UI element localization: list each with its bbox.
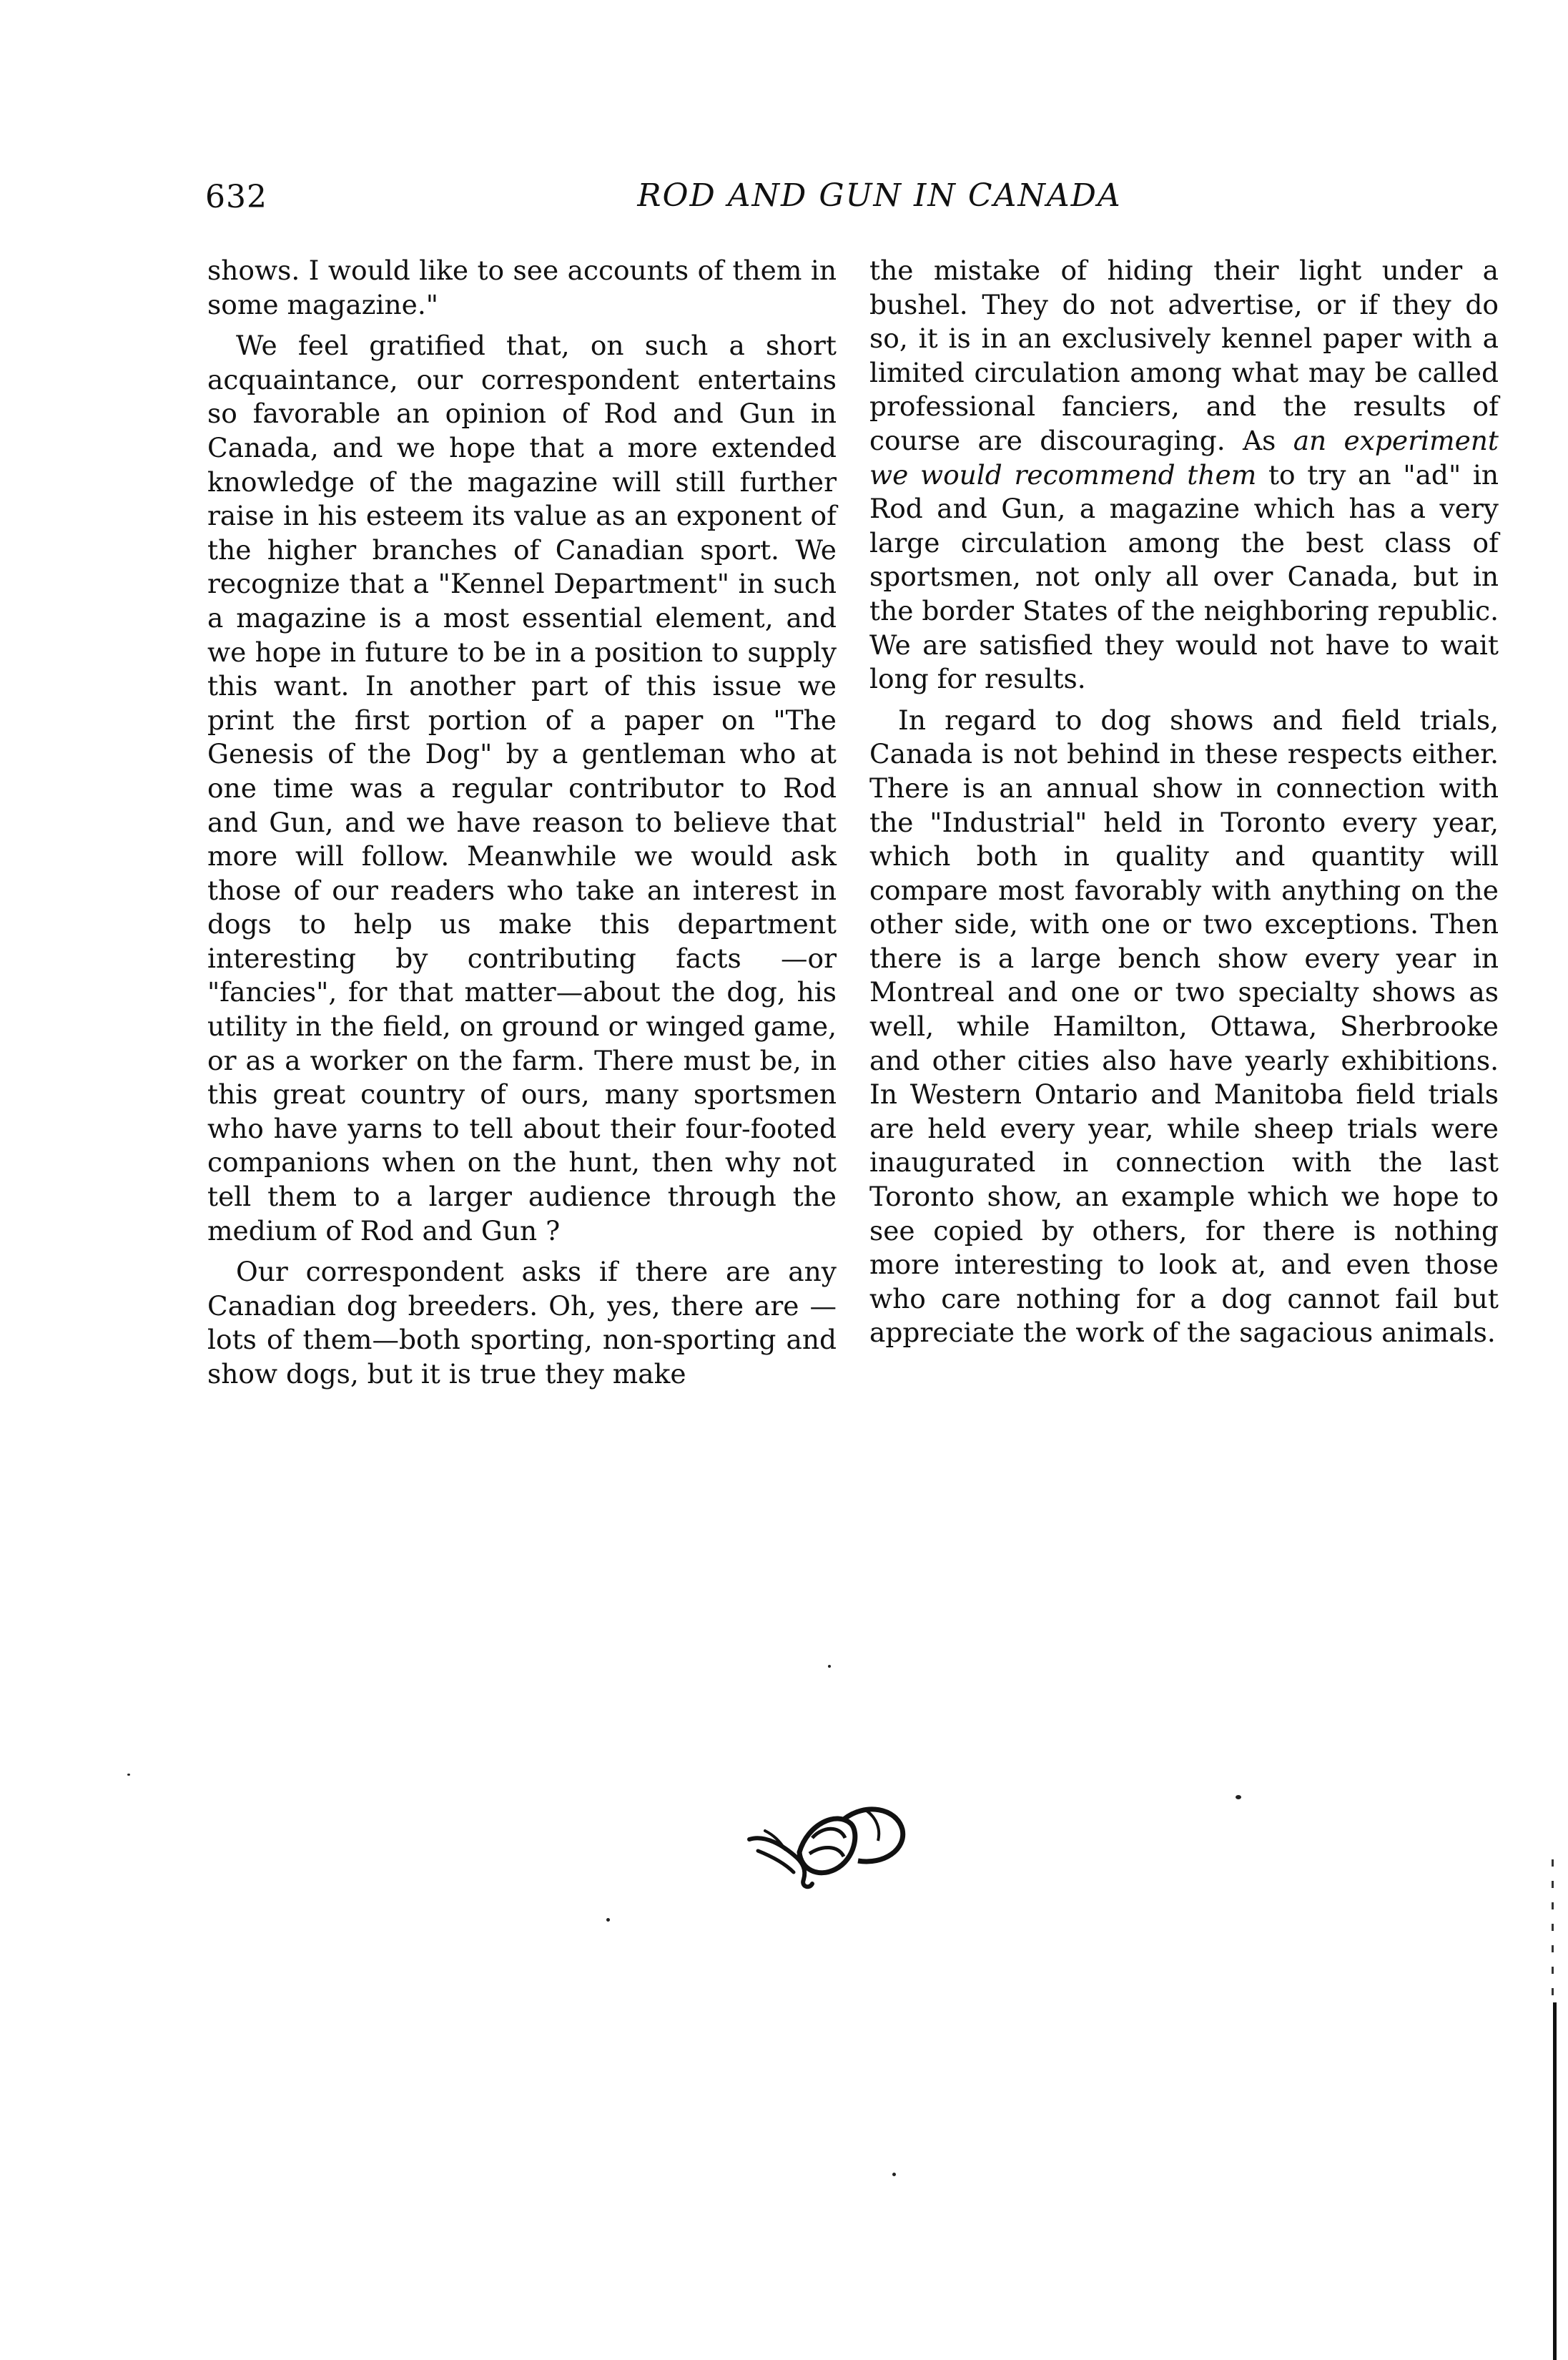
right-paragraph-2: In regard to dog shows and field trials, Canada is not behind in these respects either. There is an annual show in connection with the "Industrial" held in Toronto every year, which both in quality and quantity will compare most favorably with anything on the other side, with one or two exceptions. Then there is a large bench show every year in Montreal and one or two specialty shows as well, while Hamilton, Ottawa, Sherbrooke and other cities also have yearly exhibitions. In Western Ontario and Manitoba field trials are held every year, while sheep trials were inaugurated in connection with the last Toronto show, an example which we hope to see copied by others, for there is nothing more interesting to look at, and even those who care nothing for a dog cannot fail but appreciate the work of the sagacious animals. [869,704,1499,1349]
right-paragraph-1-start: the mistake of hiding their light under a bushel. They do not advertise, or if they do so, it is in an exclusively kennel paper with a limited circulation among what may be called professional fanciers, and the results of course are discouraging. As [869,255,1499,456]
page-edge-dots [1552,1859,1554,2002]
page-number: 632 [205,179,267,215]
right-column [869,254,1499,1357]
print-speck [828,1665,831,1668]
left-paragraph-1: shows. I would like to see accounts of them in some magazine." [207,255,837,320]
right-paragraph-1 [869,254,1499,697]
print-speck [606,1918,610,1922]
page-edge-rule [1553,2002,1557,2360]
print-speck [1236,1795,1241,1799]
right-paragraph-1-italic: an experiment we would recommend them [869,424,1499,491]
running-title: ROD AND GUN IN CANADA [637,177,1122,214]
left-paragraph-3: Our correspondent asks if there are any Canadian dog breeders. Oh, yes, there are —lots of them—both sporting, non-sporting and show dogs, but it is true they make [207,1256,837,1390]
print-speck [127,1774,130,1776]
acorn-ornament-icon [744,1795,908,1902]
left-column [207,254,837,1399]
print-speck [892,2173,896,2176]
right-paragraph-1-end: to try an "ad" in Rod and Gun, a magazine which has a very large circulation among the best class of sportsmen, not only all over Canada, but in the border States of the neighboring republic. We are satisfied they would not have to wait long for results. [869,458,1499,695]
left-paragraph-2: We feel gratified that, on such a short acquaintance, our correspondent entertains so favorable an opinion of Rod and Gun in Canada, and we hope that a more extended knowledge of the magazine will still further raise in his esteem its value as an exponent of the higher branches of Canadian sport. We recognize that a "Kennel Department" in such a magazine is a most essential element, and we hope in future to be in a position to supply this want. In another part of this issue we print the first portion of a paper on "The Genesis of the Dog" by a gentleman who at one time was a regular contributor to Rod and Gun, and we have reason to believe that more will follow. Meanwhile we would ask those of our readers who take an interest in dogs to help us make this department interesting by contributing facts —or "fancies", for that matter—about the dog, his utility in the field, on ground or winged game, or as a worker on the farm. There must be, in this great country of ours, many sportsmen who have yarns to tell about their four-footed companions when on the hunt, then why not tell them to a larger audience through the medium of Rod and Gun ? [207,330,837,1247]
